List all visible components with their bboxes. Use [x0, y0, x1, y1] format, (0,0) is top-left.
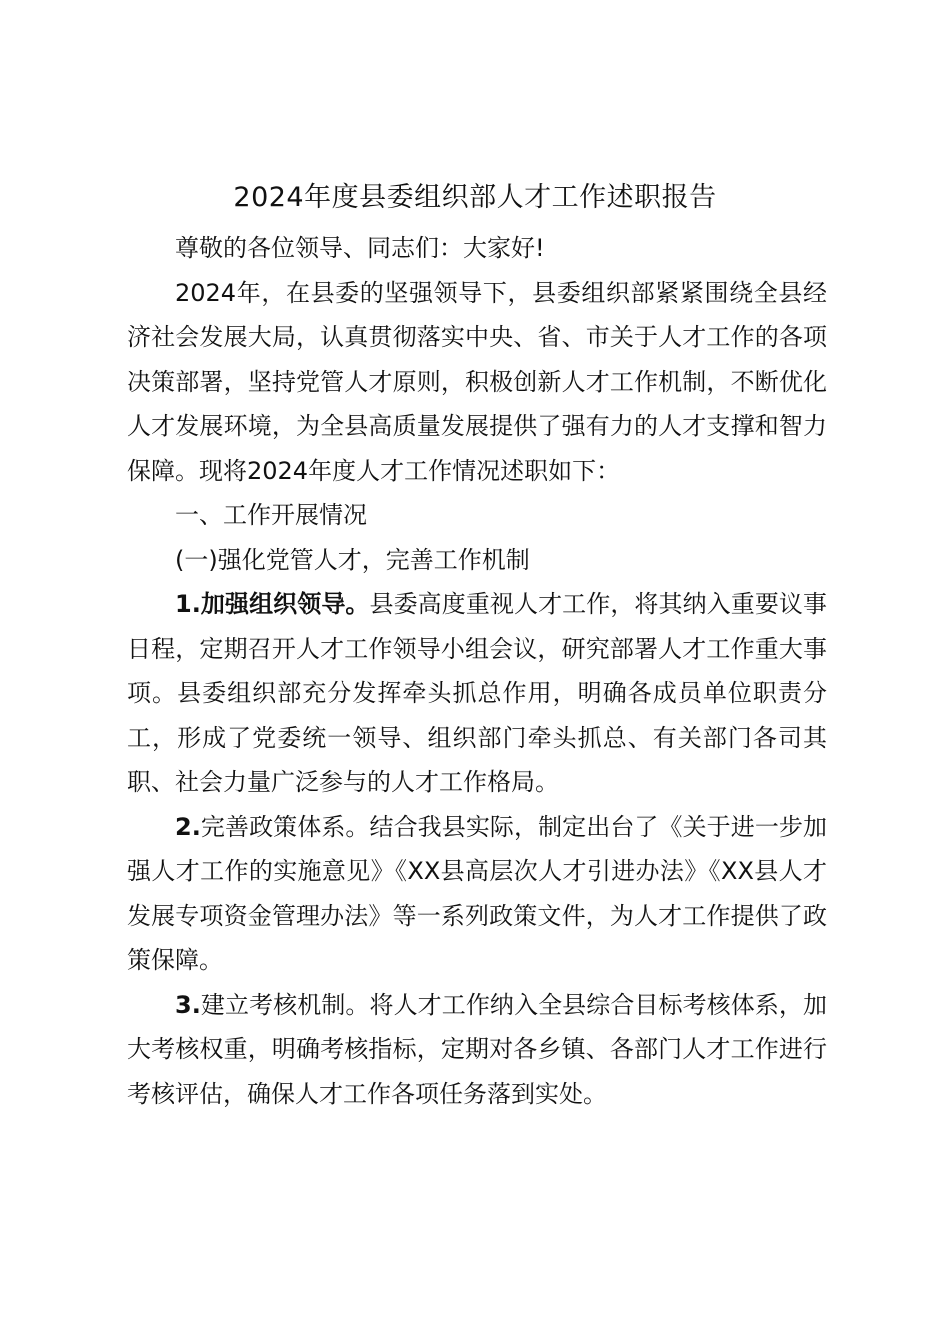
document-title: 2024年度县委组织部人才工作述职报告 [233, 182, 717, 213]
subsection-heading: (一)强化党管人才，完善工作机制 [175, 545, 530, 574]
item-paragraph-1 [127, 582, 827, 805]
document-body [127, 226, 827, 1116]
salutation: 尊敬的各位领导、同志们：大家好! [175, 234, 545, 262]
item-lead-1: 1.加强组织领导。 [175, 590, 370, 618]
item-lead-number-3: 3. [175, 990, 201, 1019]
item-lead-number-2: 2. [175, 812, 201, 841]
item-paragraph-2 [127, 805, 827, 983]
section-heading: 一、工作开展情况 [175, 501, 367, 529]
item-lead-2: 完善政策体系。 [200, 812, 370, 841]
item-lead-3: 建立考核机制。 [200, 990, 370, 1019]
item-text-3: 将人才工作纳入全县综合目标考核体系，加大考核权重，明确考核指标，定期对各乡镇、各部门人才工作进行考核评估，确保人才工作各项任务落到实处。 [127, 990, 828, 1108]
item-text-1: 县委高度重视人才工作，将其纳入重要议事日程，定期召开人才工作领导小组会议，研究部署人才工作重大事项。县委组织部充分发挥牵头抓总作用，明确各成员单位职责分工，形成了党委统一领导、组织部门牵头抓总、有关部门各司其职、社会力量广泛参与的人才工作格局。 [127, 590, 827, 796]
item-text-2: 结合我县实际，制定出台了《关于进一步加强人才工作的实施意见》《XX县高层次人才引进办法》《XX县人才发展专项资金管理办法》等一系列政策文件，为人才工作提供了政策保障。 [127, 812, 828, 974]
item-paragraph-3 [127, 983, 827, 1117]
intro-paragraph: 2024年，在县委的坚强领导下，县委组织部紧紧围绕全县经济社会发展大局，认真贯彻落实中央、省、市关于人才工作的各项决策部署，坚持党管人才原则，积极创新人才工作机制，不断优化人才发展环境，为全县高质量发展提供了强有力的人才支撑和智力保障。现将2024年度人才工作情况述职如下： [127, 278, 827, 485]
